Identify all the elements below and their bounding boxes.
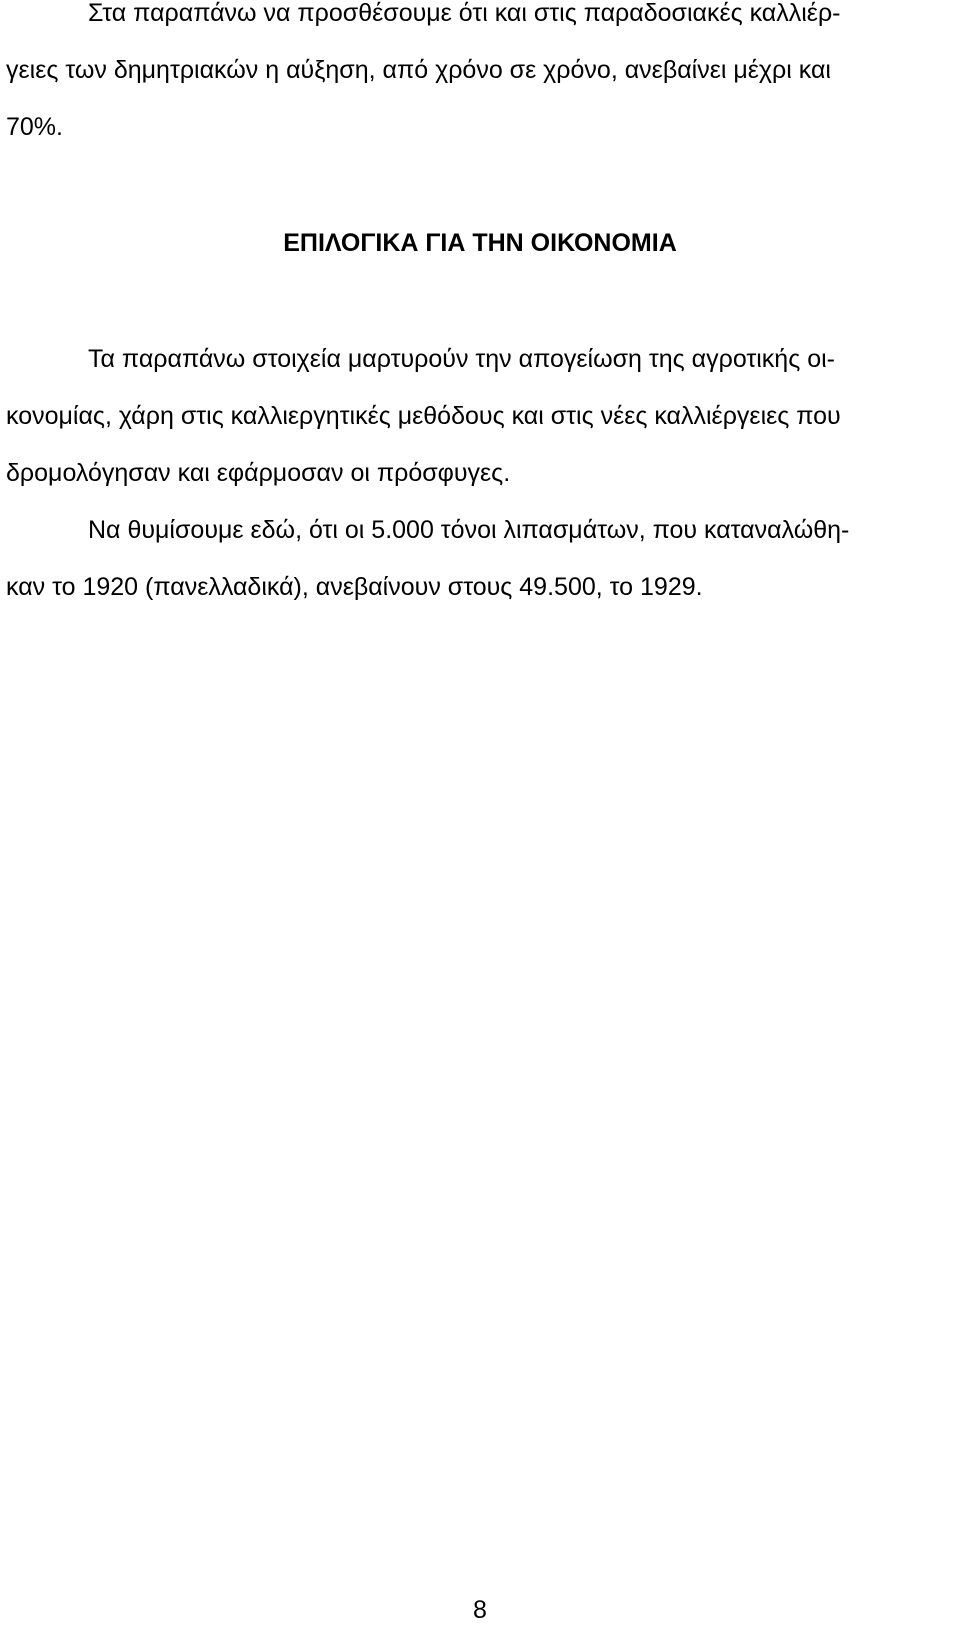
paragraph-1-line-1: Στα παραπάνω να προσθέσουμε ότι και στις παραδοσιακές καλλιέρ- [88,0,841,27]
paragraph-2-line-1: Τα παραπάνω στοιχεία μαρτυρούν την απογείωση της αγροτικής οι- [88,345,835,373]
paragraph-2-line-3: δρομολόγησαν και εφάρμοσαν οι πρόσφυγες. [6,459,511,487]
paragraph-2-line-2: κονομίας, χάρη στις καλλιεργητικές μεθόδους και στις νέες καλλιέργειες που [6,402,841,430]
paragraph-3-line-2: καν το 1920 (πανελλαδικά), ανεβαίνουν στους 49.500, το 1929. [6,573,703,601]
page-number: 8 [473,1596,487,1624]
section-heading: ΕΠΙΛΟΓΙΚΑ ΓΙΑ ΤΗΝ ΟΙΚΟΝΟΜΙΑ [283,229,677,257]
paragraph-1-line-3: 70%. [6,113,63,141]
paragraph-1-line-2: γειες των δημητριακών η αύξηση, από χρόνο σε χρόνο, ανεβαίνει μέχρι και [6,56,831,84]
paragraph-3-line-1: Να θυμίσουμε εδώ, ότι οι 5.000 τόνοι λιπασμάτων, που καταναλώθη- [88,516,850,544]
